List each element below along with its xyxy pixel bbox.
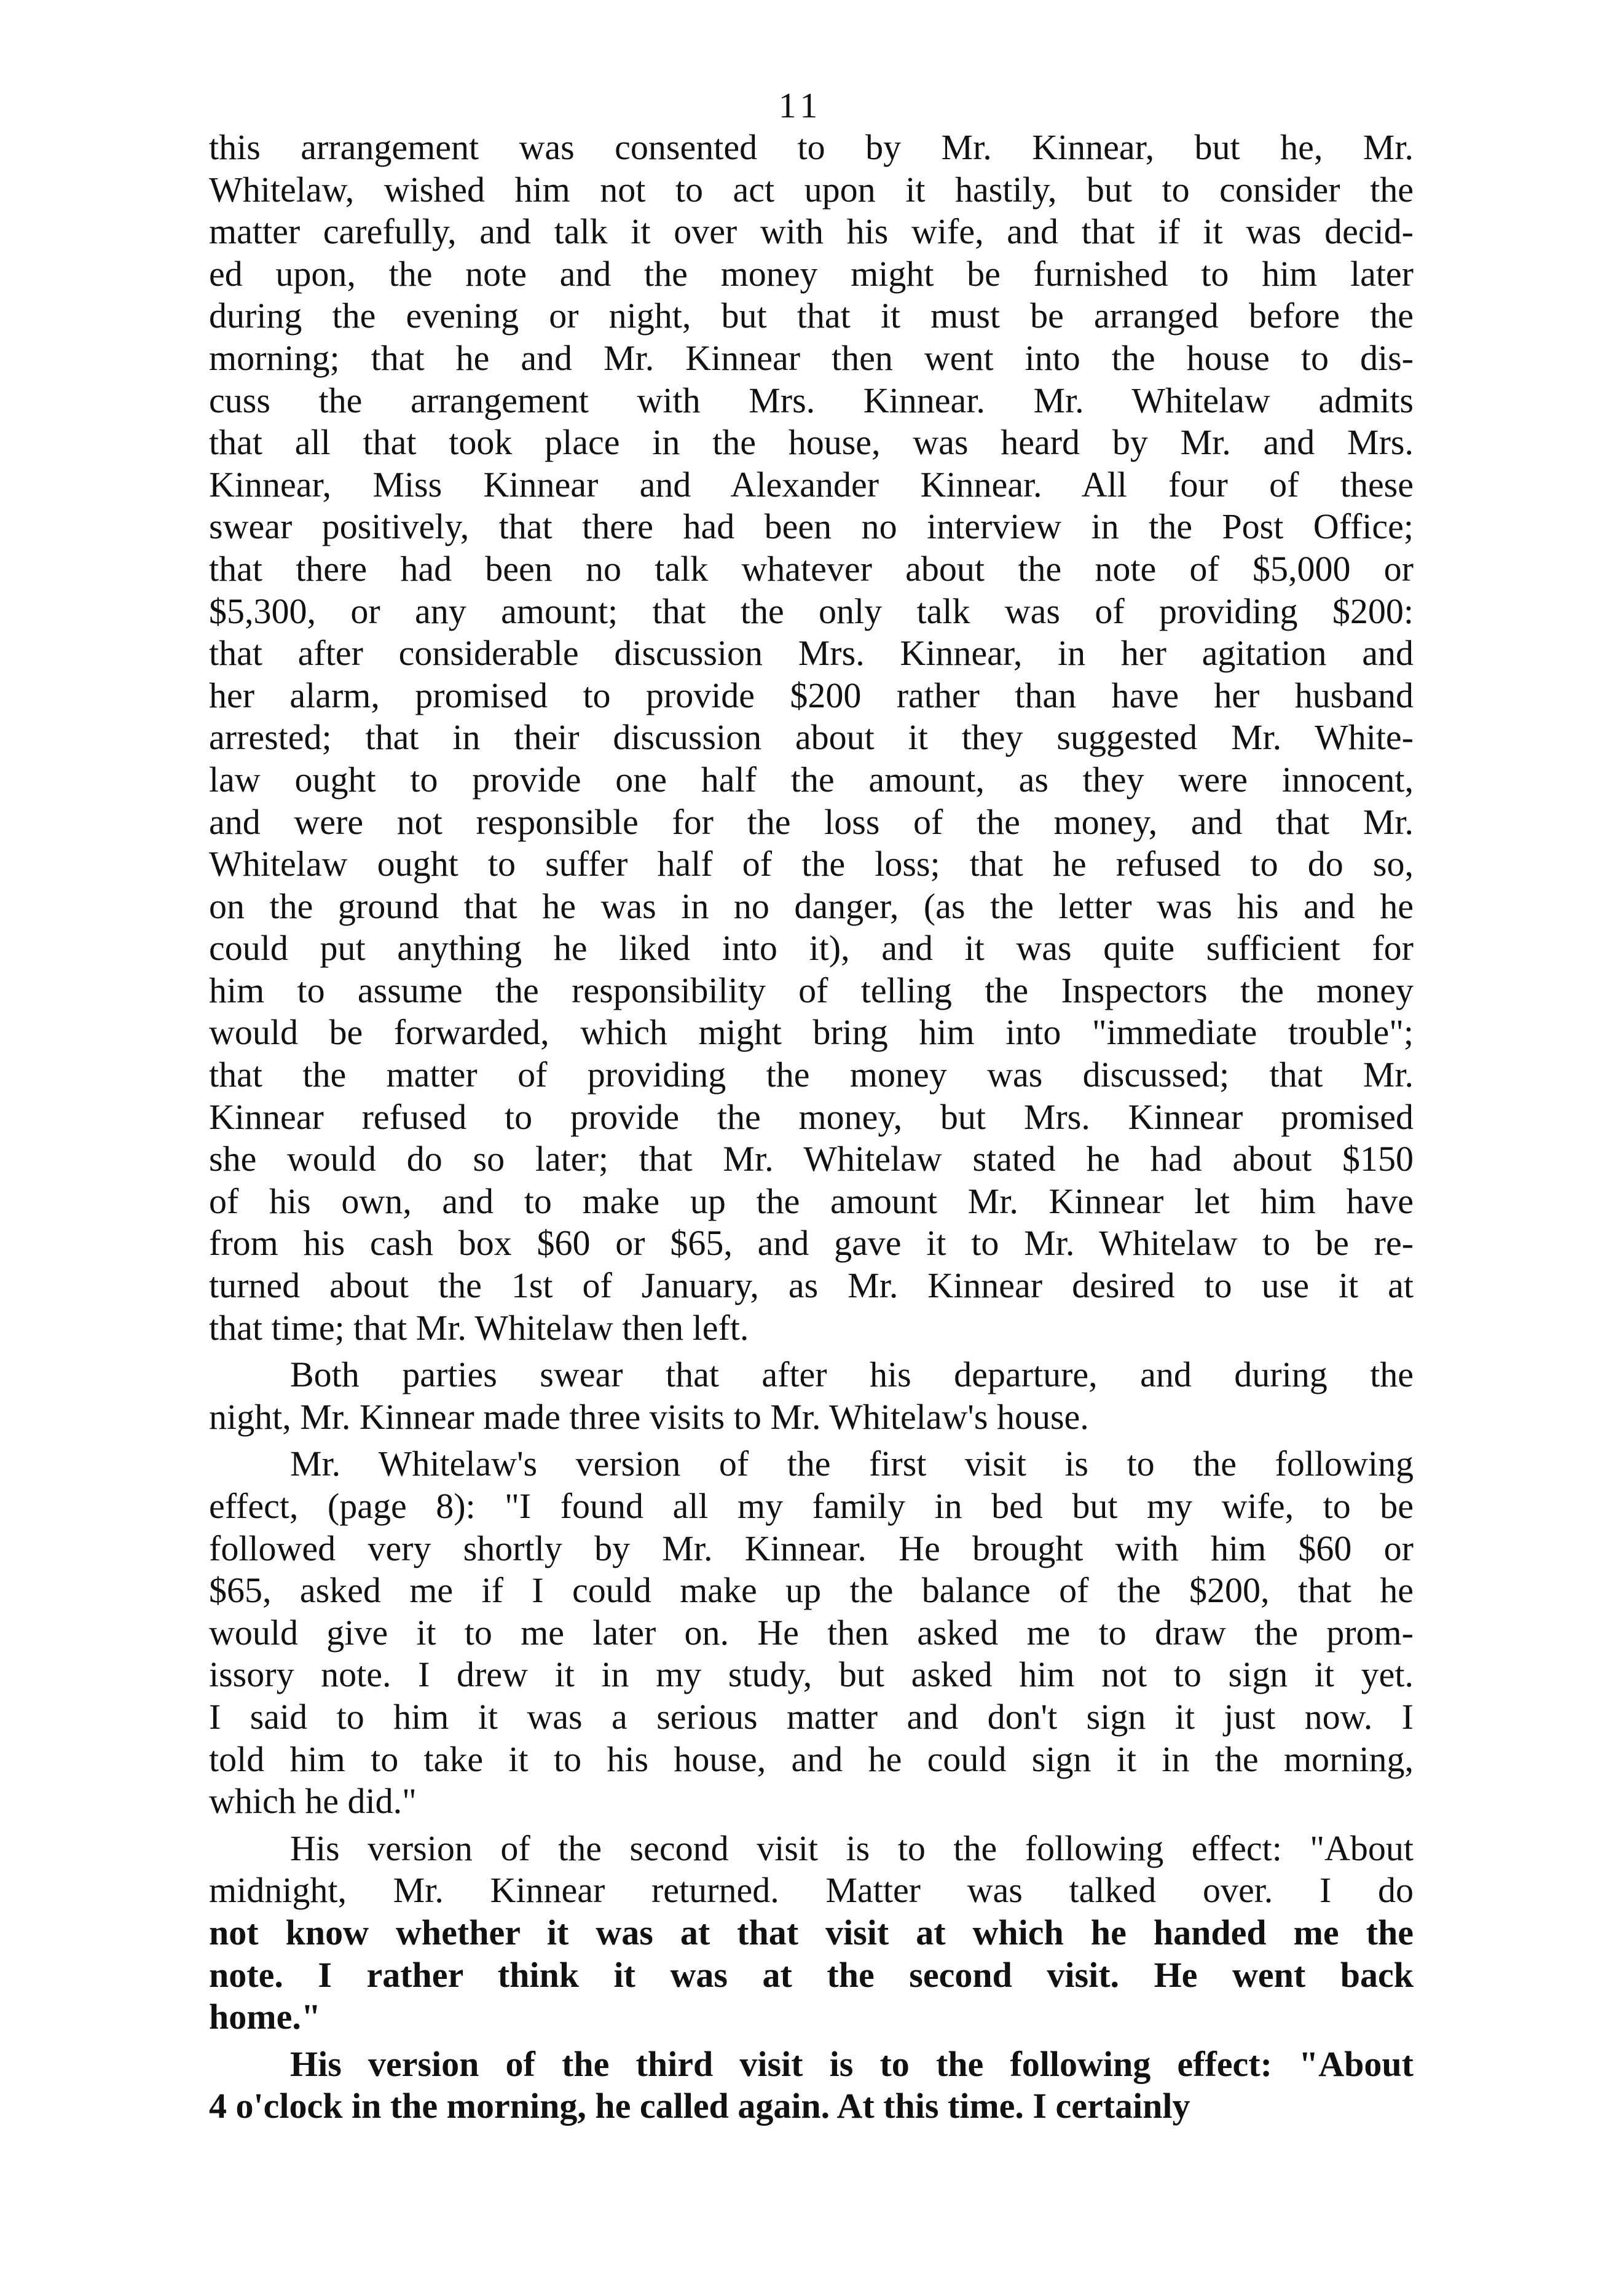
text-line: Both parties swear that after his departure, and during the [290,1354,1414,1395]
text-line: she would do so later; that Mr. Whitelaw stated he had about $150 [209,1139,1414,1179]
page-number: 11 [778,85,823,125]
text-line: swear positively, that there had been no interview in the Post Office; [209,506,1414,547]
text-line: that all that took place in the house, was heard by Mr. and Mrs. [209,422,1414,463]
text-line: night, Mr. Kinnear made three visits to Mr. Whitelaw's house. [209,1396,1089,1437]
paragraph [209,127,1414,1349]
text-line: effect, (page 8): "I found all my family in bed but my wife, to be [209,1486,1414,1526]
text-line: during the evening or night, but that it must be arranged before the [209,296,1414,336]
text-line: matter carefully, and talk it over with his wife, and that if it was decid- [209,211,1414,252]
text-line: morning; that he and Mr. Kinnear then went into the house to dis- [209,337,1414,378]
text-line: told him to take it to his house, and he could sign it in the morning, [209,1739,1414,1779]
text-line: Whitelaw, wished him not to act upon it hastily, but to consider the [209,169,1414,210]
text-line: not know whether it was at that visit at which he handed me the [209,1912,1414,1952]
text-line: that there had been no talk whatever about the note of $5,000 or [209,548,1414,589]
text-line: $65, asked me if I could make up the balance of the $200, that he [209,1570,1414,1611]
text-line: 4 o'clock in the morning, he called again. At this time. I certainly [209,2086,1190,2126]
text-line: on the ground that he was in no danger, (as the letter was his and he [209,886,1414,926]
text-line: issory note. I drew it in my study, but asked him not to sign it yet. [209,1654,1414,1695]
text-line: home." [209,1997,321,2037]
text-line: from his cash box $60 or $65, and gave it to Mr. Whitelaw to be re- [209,1223,1414,1264]
text-line: turned about the 1st of January, as Mr. Kinnear desired to use it at [209,1265,1414,1306]
text-line: that the matter of providing the money was discussed; that Mr. [209,1055,1414,1095]
text-line: her alarm, promised to provide $200 rather than have her husband [209,675,1414,715]
text-line: that after considerable discussion Mrs. Kinnear, in her agitation and [209,633,1414,674]
text-line: His version of the second visit is to the following effect: "About [290,1828,1414,1868]
text-line: would give it to me later on. He then asked me to draw the prom- [209,1612,1414,1653]
text-line: and were not responsible for the loss of the money, and that Mr. [209,801,1414,842]
text-line: this arrangement was consented to by Mr. Kinnear, but he, Mr. [209,127,1414,167]
paragraph [209,1828,1414,2038]
text-line: His version of the third visit is to the following effect: "About [290,2043,1414,2084]
body-text [209,127,1414,2128]
text-line: Kinnear, Miss Kinnear and Alexander Kinnear. All four of these [209,464,1414,505]
text-line: Mr. Whitelaw's version of the first visit is to the following [290,1444,1414,1484]
text-line: which he did." [209,1781,417,1822]
text-line: $5,300, or any amount; that the only talk was of providing $200: [209,591,1414,631]
text-line: note. I rather think it was at the second visit. He went back [209,1954,1414,1995]
text-line: that time; that Mr. Whitelaw then left. [209,1307,749,1348]
text-line: law ought to provide one half the amount, as they were innocent, [209,759,1414,800]
text-line: followed very shortly by Mr. Kinnear. He brought with him $60 or [209,1528,1414,1568]
paragraph [209,1443,1414,1822]
text-line: arrested; that in their discussion about it they suggested Mr. White- [209,717,1414,758]
text-line: of his own, and to make up the amount Mr. Kinnear let him have [209,1181,1414,1221]
paragraph [209,2043,1414,2128]
text-line: midnight, Mr. Kinnear returned. Matter was talked over. I do [209,1870,1414,1911]
paragraph [209,1354,1414,1438]
text-line: Whitelaw ought to suffer half of the loss; that he refused to do so, [209,844,1414,884]
text-line: cuss the arrangement with Mrs. Kinnear. Mr. Whitelaw admits [209,380,1414,420]
text-line: him to assume the responsibility of telling the Inspectors the money [209,970,1414,1010]
text-line: would be forwarded, which might bring him into "immediate trouble"; [209,1012,1414,1053]
text-line: I said to him it was a serious matter and don't sign it just now. I [209,1696,1414,1737]
text-line: could put anything he liked into it), and it was quite sufficient for [209,928,1414,969]
text-line: Kinnear refused to provide the money, but Mrs. Kinnear promised [209,1096,1414,1137]
text-line: ed upon, the note and the money might be furnished to him later [209,253,1414,294]
